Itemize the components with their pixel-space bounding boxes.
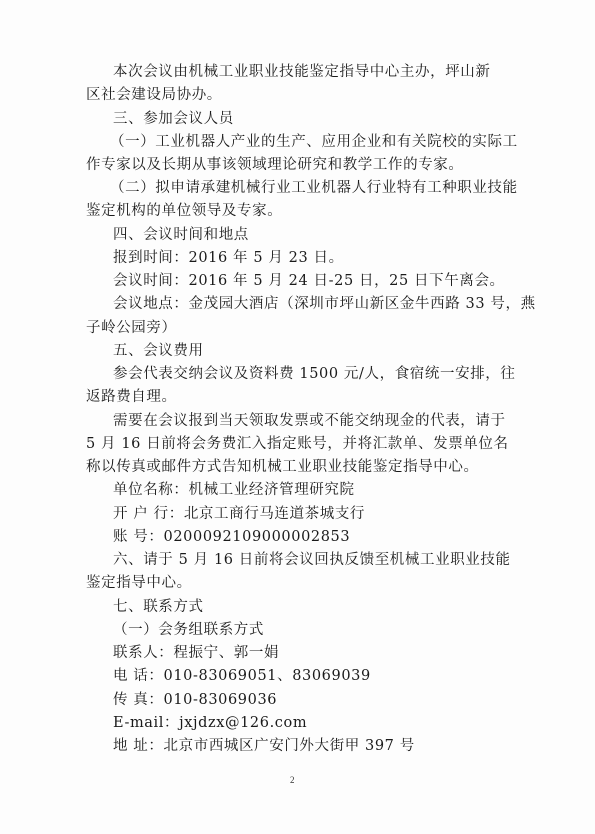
- contact-fax-value: 010-83069036: [163, 691, 278, 708]
- paragraph-line: 会议地点：金茂园大酒店（深圳市坪山新区金牛西路 33 号，燕: [113, 296, 536, 313]
- contact-phone-label: 电 话：: [113, 668, 164, 685]
- paragraph-line: 鉴定指导中心。: [86, 575, 192, 592]
- account-bank-row: [113, 504, 365, 524]
- contact-person-label: 联系人：: [113, 645, 174, 661]
- paragraph-line: 区社会建设局协办。: [86, 87, 222, 104]
- paragraph-line: （二）拟申请承建机械行业工业机器人行业特有工种职业技能: [110, 180, 518, 197]
- contact-person-value: 程振宁、郭一娟: [173, 645, 280, 661]
- contact-person-row: [113, 643, 279, 663]
- paragraph-line: 5 月 16 日前将会务费汇入指定账号，并将汇款单、发票单位名: [86, 435, 509, 452]
- paragraph-line: （一）工业机器人产业的生产、应用企业和有关院校的实际工: [110, 133, 518, 150]
- account-number-value: 0200092109000002853: [163, 528, 351, 545]
- contact-phone-row: [113, 666, 371, 686]
- contact-email-row: [113, 713, 307, 733]
- account-unit-row: [113, 480, 355, 500]
- account-number-label: 账 号：: [113, 528, 164, 545]
- paragraph-line: 作专家以及长期从事该领域理论研究和教学工作的专家。: [86, 157, 464, 173]
- contact-fax-label: 传 真：: [113, 691, 164, 708]
- account-bank-value: 北京工商行马连道茶城支行: [183, 505, 366, 522]
- paragraph-line: 参会代表交纳会议及资料费 1500 元/人，食宿统一安排，往: [113, 366, 516, 383]
- account-unit-label: 单位名称：: [113, 482, 189, 499]
- paragraph-line: 鉴定机构的单位领导及专家。: [86, 203, 283, 220]
- paragraph-line: 需要在会议报到当天领取发票或不能交纳现金的代表，请于: [113, 412, 506, 429]
- paragraph-line: 六、请于 5 月 16 日前将会议回执反馈至机械工业职业技能: [113, 552, 511, 569]
- account-bank-label: 开 户 行：: [113, 505, 184, 522]
- section-heading: 三、参加会议人员: [113, 110, 234, 127]
- paragraph-line: 返路费自理。: [86, 389, 177, 406]
- paragraph-line: 会议时间：2016 年 5 月 24 日-25 日，25 日下午离会。: [113, 273, 505, 290]
- account-number-row: [113, 527, 350, 547]
- contact-email-label: E-mail：: [113, 714, 180, 731]
- paragraph-line: 子岭公园旁）: [86, 319, 177, 336]
- account-unit-value: 机械工业经济管理研究院: [188, 482, 355, 499]
- contact-fax-row: [113, 690, 277, 710]
- paragraph-line: 称以传真或邮件方式告知机械工业职业技能鉴定指导中心。: [86, 459, 479, 476]
- contact-address-value: 北京市西城区广安门外大街甲 397 号: [163, 738, 415, 754]
- section-heading: 四、会议时间和地点: [113, 226, 249, 243]
- page-number: 2: [290, 775, 295, 785]
- contact-address-label: 地 址：: [113, 738, 164, 754]
- section-heading: 五、会议费用: [113, 342, 204, 359]
- contact-address-row: [113, 736, 415, 756]
- paragraph-line: 本次会议由机械工业职业技能鉴定指导中心主办，坪山新: [113, 64, 491, 80]
- paragraph-line: 报到时间：2016 年 5 月 23 日。: [113, 249, 344, 266]
- section-heading: 七、联系方式: [113, 598, 204, 615]
- contact-email-value: jxjdzx@126.com: [179, 714, 308, 731]
- subsection-heading: （一）会务组联系方式: [113, 621, 264, 638]
- contact-phone-value: 010-83069051、83069039: [163, 668, 371, 685]
